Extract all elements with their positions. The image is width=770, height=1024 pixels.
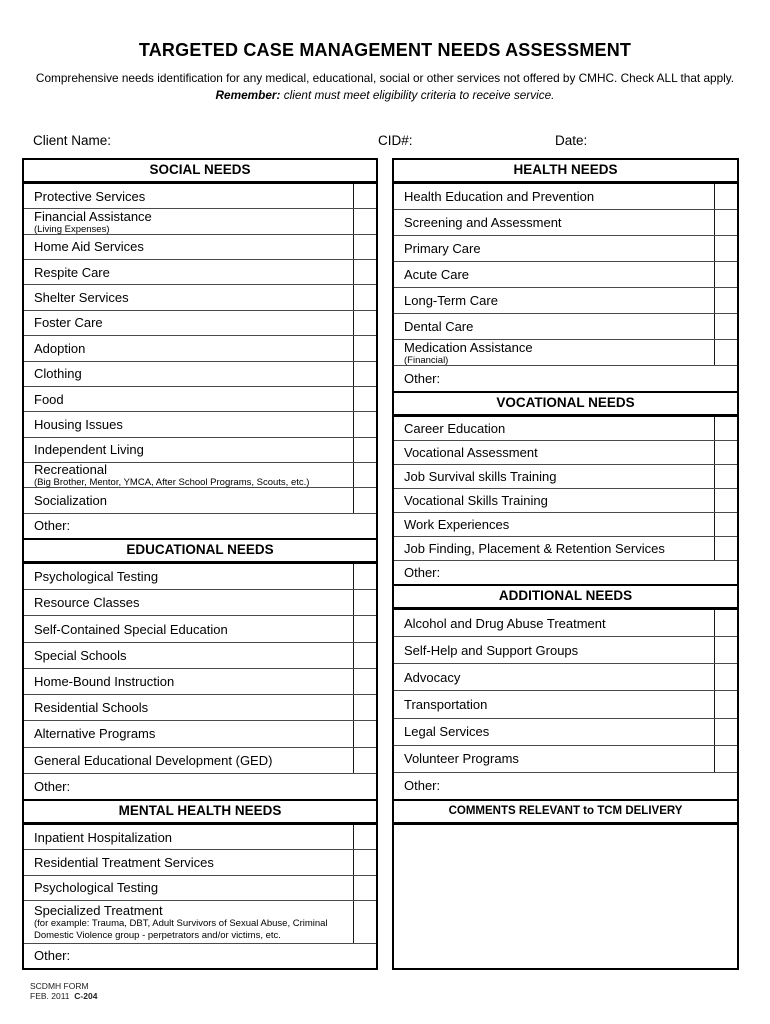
date-input[interactable] [591, 131, 651, 145]
row-label [24, 564, 353, 589]
table-row [24, 488, 376, 513]
checkbox-cell[interactable] [353, 387, 376, 411]
table-row [24, 695, 376, 721]
row-label-text: Volunteer Programs [404, 751, 519, 767]
table-row [394, 489, 737, 513]
section-rows [24, 564, 376, 799]
row-label [394, 773, 737, 799]
table-row [394, 664, 737, 691]
cid-label: CID#: [378, 133, 413, 148]
footer-form-number: C-204 [74, 991, 98, 1002]
row-label [394, 184, 714, 209]
row-label [394, 465, 714, 488]
table-row [24, 876, 376, 901]
needs-table-left [22, 158, 378, 970]
row-label [394, 513, 714, 536]
row-label-text: Job Survival skills Training [404, 469, 557, 484]
row-label-text: Clothing [34, 366, 82, 382]
section-rows [394, 184, 737, 391]
checkbox-cell[interactable] [353, 235, 376, 259]
row-label [24, 488, 353, 512]
row-label-text: Socialization [34, 492, 107, 508]
table-row [394, 561, 737, 584]
row-label-text: Self-Contained Special Education [34, 621, 228, 637]
row-label [24, 514, 376, 538]
row-label-text: Recreational [34, 462, 107, 478]
cid-input[interactable] [416, 131, 476, 145]
table-row [394, 288, 737, 314]
section-header-mental-health-needs: MENTAL HEALTH NEEDS [24, 799, 376, 825]
row-label [24, 362, 353, 386]
checkbox-cell[interactable] [353, 362, 376, 386]
row-label-text: Residential Schools [34, 700, 149, 716]
row-label [24, 876, 353, 900]
section-educational-needs [24, 538, 376, 799]
row-label [394, 262, 714, 287]
checkbox-cell[interactable] [353, 643, 376, 668]
row-label [24, 669, 353, 694]
checkbox-cell[interactable] [714, 465, 737, 488]
row-label [24, 336, 353, 360]
table-row [24, 260, 376, 285]
date-label: Date: [555, 133, 588, 148]
section-additional-needs [394, 584, 737, 799]
row-label [394, 366, 737, 391]
row-label [24, 695, 353, 720]
table-row [24, 311, 376, 336]
row-label-text: Financial Assistance [34, 209, 152, 224]
checkbox-cell[interactable] [714, 210, 737, 235]
checkbox-cell[interactable] [714, 288, 737, 313]
table-row [24, 748, 376, 774]
row-label-text: Screening and Assessment [404, 215, 562, 230]
table-row [394, 773, 737, 799]
checkbox-cell[interactable] [714, 513, 737, 536]
row-label [24, 850, 353, 874]
row-label-text: Home Aid Services [34, 239, 144, 255]
section-vocational-needs [394, 391, 737, 584]
row-label [394, 637, 714, 663]
row-label [394, 719, 714, 745]
checkbox-cell[interactable] [714, 489, 737, 512]
row-label [24, 260, 353, 284]
checkbox-cell[interactable] [353, 488, 376, 512]
row-label [394, 610, 714, 636]
checkbox-cell[interactable] [353, 901, 376, 943]
table-row [394, 417, 737, 441]
row-label-text: General Educational Development (GED) [34, 752, 273, 768]
checkbox-cell[interactable] [353, 209, 376, 233]
checkbox-cell[interactable] [714, 236, 737, 261]
checkbox-cell[interactable] [353, 564, 376, 589]
checkbox-cell[interactable] [353, 876, 376, 900]
row-label [24, 901, 353, 943]
cid-field [378, 131, 476, 148]
section-header-additional-needs: ADDITIONAL NEEDS [394, 584, 737, 610]
row-label-text: Other: [34, 778, 71, 794]
checkbox-cell[interactable] [353, 463, 376, 487]
row-label-text: Psychological Testing [34, 880, 159, 896]
row-label-text: Respite Care [34, 264, 110, 280]
table-row [24, 514, 376, 538]
page-subtitle: Comprehensive needs identification for any medical, educational, social or other services not offered by CMHC. Check ALL that apply. [35, 71, 735, 85]
row-label-text: Legal Services [404, 724, 490, 740]
checkbox-cell[interactable] [353, 825, 376, 849]
date-field [555, 131, 651, 148]
client-name-field [33, 131, 175, 148]
row-label-text: Adoption [34, 340, 86, 356]
row-label-text: Transportation [404, 696, 488, 712]
section-rows [24, 184, 376, 538]
checkbox-cell[interactable] [714, 719, 737, 745]
row-label [394, 561, 737, 584]
checkbox-cell[interactable] [353, 669, 376, 694]
table-row [24, 669, 376, 695]
row-label [394, 691, 714, 717]
table-row [394, 210, 737, 236]
row-label [394, 441, 714, 464]
table-row [394, 610, 737, 637]
row-label [394, 417, 714, 440]
row-label [394, 340, 714, 365]
row-label-text: Alternative Programs [34, 726, 156, 742]
row-label-text: Psychological Testing [34, 569, 159, 585]
row-label [24, 184, 353, 208]
row-label-text: Inpatient Hospitalization [34, 829, 173, 845]
row-label [24, 721, 353, 746]
row-label [24, 748, 353, 773]
table-row [24, 616, 376, 642]
checkbox-cell[interactable] [353, 850, 376, 874]
row-label [24, 412, 353, 436]
row-label-text: Home-Bound Instruction [34, 673, 175, 689]
checkbox-cell[interactable] [353, 616, 376, 641]
row-label [24, 235, 353, 259]
section-header-vocational-needs: VOCATIONAL NEEDS [394, 391, 737, 417]
table-row [24, 235, 376, 260]
row-label-text: Other: [34, 948, 71, 964]
row-label-text: Other: [404, 565, 441, 580]
table-row [24, 825, 376, 850]
table-row [24, 463, 376, 488]
row-label-text: Other: [404, 778, 441, 794]
row-label-text: Primary Care [404, 241, 481, 256]
table-row [394, 184, 737, 210]
table-row [394, 236, 737, 262]
client-name-input[interactable] [115, 131, 175, 145]
table-row [24, 362, 376, 387]
table-row [24, 412, 376, 437]
checkbox-cell[interactable] [353, 184, 376, 208]
row-label-text: Other: [34, 518, 71, 534]
row-label [394, 314, 714, 339]
comments-box[interactable] [394, 825, 737, 968]
section-rows [394, 610, 737, 799]
checkbox-cell[interactable] [714, 340, 737, 365]
table-row [394, 537, 737, 561]
row-label [394, 746, 714, 772]
row-label-text: Vocational Skills Training [404, 493, 548, 508]
row-label [24, 944, 376, 968]
row-label-text: Health Education and Prevention [404, 189, 595, 204]
checkbox-cell[interactable] [714, 691, 737, 717]
table-row [24, 850, 376, 875]
checkbox-cell[interactable] [353, 260, 376, 284]
checkbox-cell[interactable] [714, 664, 737, 690]
row-label [24, 616, 353, 641]
reminder-label: Remember: [215, 88, 281, 102]
row-label [394, 537, 714, 560]
row-label-text: Self-Help and Support Groups [404, 642, 579, 658]
table-row [24, 387, 376, 412]
row-label-text: Shelter Services [34, 290, 129, 306]
reminder-line [0, 88, 770, 102]
row-label [24, 387, 353, 411]
table-row [24, 184, 376, 209]
checkbox-cell[interactable] [714, 537, 737, 560]
row-label-text: Resource Classes [34, 595, 140, 611]
section-health-needs [394, 158, 737, 391]
checkbox-cell[interactable] [353, 590, 376, 615]
row-label-text: Job Finding, Placement & Retention Services [404, 541, 665, 556]
section-header-educational-needs: EDUCATIONAL NEEDS [24, 538, 376, 564]
checkbox-cell[interactable] [714, 610, 737, 636]
row-label-text: Protective Services [34, 188, 146, 204]
row-label [394, 236, 714, 261]
table-row [24, 564, 376, 590]
row-label-text: Medication Assistance [404, 340, 533, 355]
section-social-needs [24, 158, 376, 538]
row-label-text: Advocacy [404, 669, 461, 685]
row-label-text: Independent Living [34, 442, 144, 458]
section-mental-health-needs [24, 799, 376, 968]
table-row [24, 438, 376, 463]
row-label-text: Alcohol and Drug Abuse Treatment [404, 615, 606, 631]
row-label-text: Long-Term Care [404, 293, 498, 308]
row-label [24, 209, 353, 233]
row-label [394, 288, 714, 313]
row-label [24, 643, 353, 668]
page-title: TARGETED CASE MANAGEMENT NEEDS ASSESSMENT [138, 40, 632, 60]
row-label-text: Acute Care [404, 267, 470, 282]
table-row [24, 643, 376, 669]
row-label-text: Other: [404, 371, 441, 386]
row-label [394, 664, 714, 690]
table-row [394, 314, 737, 340]
row-label-text: Work Experiences [404, 517, 510, 532]
table-row [24, 721, 376, 747]
checkbox-cell[interactable] [353, 412, 376, 436]
needs-table-right [392, 158, 739, 970]
checkbox-cell[interactable] [714, 262, 737, 287]
row-label [24, 285, 353, 309]
table-row [24, 901, 376, 944]
section-header-health-needs: HEALTH NEEDS [394, 158, 737, 184]
row-label-text: Foster Care [34, 315, 103, 331]
table-row [394, 719, 737, 746]
table-row [394, 637, 737, 664]
checkbox-cell[interactable] [714, 746, 737, 772]
row-label [24, 438, 353, 462]
table-row [394, 465, 737, 489]
checkbox-cell[interactable] [353, 695, 376, 720]
table-row [394, 513, 737, 537]
row-label-text: Residential Treatment Services [34, 854, 214, 870]
reminder-text: client must meet eligibility criteria to receive service. [280, 88, 555, 102]
row-label [24, 463, 353, 487]
row-label [394, 489, 714, 512]
row-label [24, 774, 376, 799]
row-label [24, 311, 353, 335]
checkbox-cell[interactable] [353, 438, 376, 462]
row-label-text: Dental Care [404, 319, 474, 334]
row-label-note: (Financial) [404, 354, 449, 365]
checkbox-cell[interactable] [714, 637, 737, 663]
table-row [394, 366, 737, 391]
row-label [24, 825, 353, 849]
table-row [24, 590, 376, 616]
section-rows [24, 825, 376, 968]
table-row [394, 441, 737, 465]
row-label-text: Specialized Treatment [34, 902, 163, 918]
table-row [394, 262, 737, 288]
checkbox-cell[interactable] [714, 441, 737, 464]
table-row [394, 340, 737, 366]
checkbox-cell[interactable] [353, 721, 376, 746]
footer-version [30, 991, 97, 1001]
table-row [24, 944, 376, 968]
checkbox-cell[interactable] [353, 748, 376, 773]
row-label-note: (Living Expenses) [34, 223, 110, 234]
checkbox-cell[interactable] [714, 417, 737, 440]
section-rows [394, 417, 737, 584]
section-header-social-needs: SOCIAL NEEDS [24, 158, 376, 184]
footer-date: FEB. 2011 [30, 991, 70, 1002]
client-name-label: Client Name: [33, 133, 112, 148]
checkbox-cell[interactable] [714, 314, 737, 339]
row-label-text: Vocational Assessment [404, 445, 538, 460]
table-row [394, 746, 737, 773]
row-label-text: Food [34, 391, 64, 407]
table-row [24, 774, 376, 799]
section-header-comments-relevant-to-tcm-delivery: COMMENTS RELEVANT to TCM DELIVERY [394, 799, 737, 825]
row-label [24, 590, 353, 615]
checkbox-cell[interactable] [353, 285, 376, 309]
checkbox-cell[interactable] [353, 336, 376, 360]
row-label-text: Housing Issues [34, 416, 123, 432]
checkbox-cell[interactable] [714, 184, 737, 209]
row-label-text: Special Schools [34, 647, 127, 663]
section-comments-relevant-to-tcm-delivery [394, 799, 737, 968]
table-row [24, 336, 376, 361]
table-row [24, 285, 376, 310]
row-label-note: (Big Brother, Mentor, YMCA, After School Programs, Scouts, etc.) [34, 477, 310, 488]
row-label-text: Career Education [404, 421, 506, 436]
checkbox-cell[interactable] [353, 311, 376, 335]
row-label-note: (for example: Trauma, DBT, Adult Survivors of Sexual Abuse, Criminal Domestic Violence group - perpetrators and/or victims, etc. [34, 917, 328, 942]
table-row [394, 691, 737, 718]
footer-org: SCDMH FORM [30, 981, 89, 991]
row-label [394, 210, 714, 235]
table-row [24, 209, 376, 234]
form-footer [30, 981, 97, 1002]
